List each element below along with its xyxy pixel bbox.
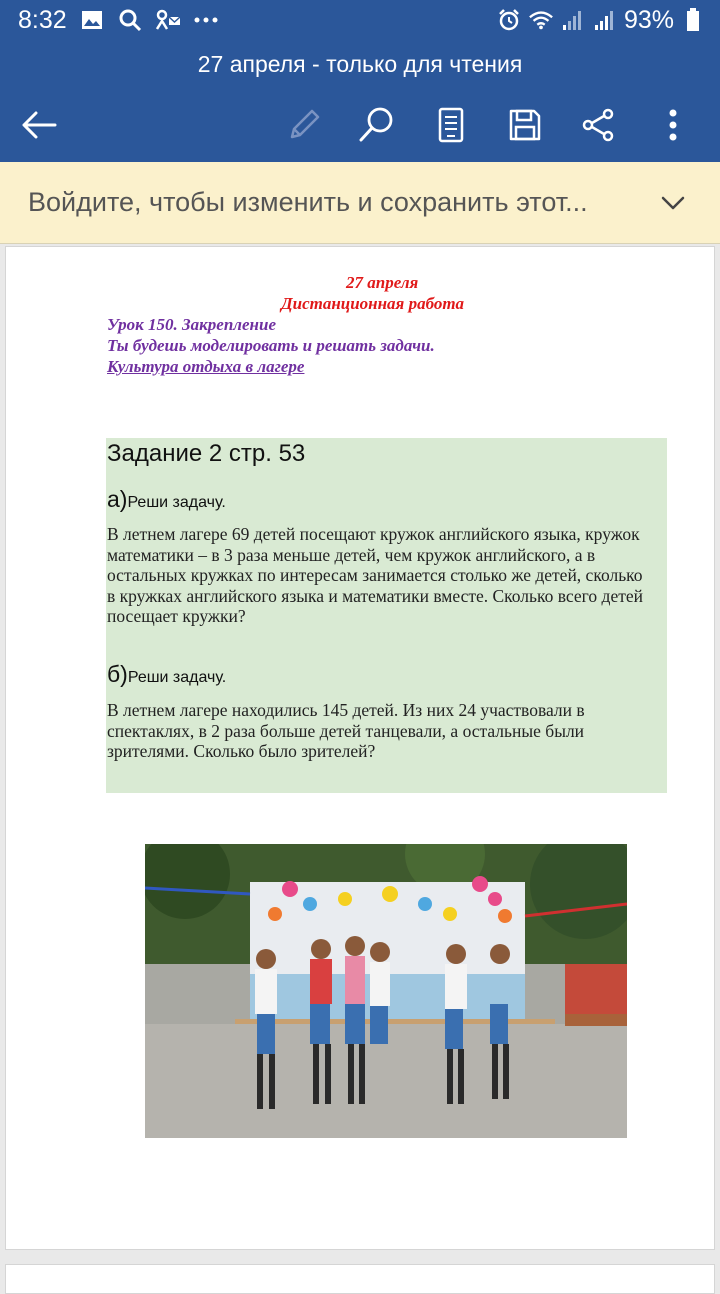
status-bar bbox=[0, 0, 720, 40]
document-title-bar bbox=[0, 40, 720, 88]
document-page bbox=[5, 246, 715, 1250]
share-icon bbox=[581, 108, 615, 142]
part-b-letter: б) bbox=[107, 661, 128, 687]
search-icon bbox=[358, 106, 396, 144]
wifi-icon bbox=[528, 7, 554, 33]
signal-icon bbox=[560, 7, 586, 33]
messenger-icon bbox=[155, 7, 181, 33]
save-button[interactable] bbox=[500, 100, 550, 150]
task-title: Задание 2 стр. 53 bbox=[107, 440, 306, 467]
document-title: 27 апреля - только для чтения bbox=[197, 50, 523, 77]
work-type-heading: Дистанционная работа bbox=[281, 294, 465, 313]
save-icon bbox=[508, 108, 542, 142]
part-a-letter: а) bbox=[107, 486, 128, 512]
more-vert-icon bbox=[668, 108, 678, 142]
pencil-icon bbox=[286, 107, 322, 143]
edit-button[interactable] bbox=[279, 100, 329, 150]
search-button[interactable] bbox=[352, 100, 402, 150]
goal-heading: Ты будешь моделировать и решать задачи. bbox=[107, 336, 435, 355]
date-heading: 27 апреля bbox=[346, 273, 419, 292]
back-button[interactable] bbox=[14, 100, 64, 150]
part-a-instruction: Реши задачу. bbox=[127, 494, 226, 511]
topic-heading: Культура отдыха в лагере bbox=[107, 357, 305, 376]
signal-icon bbox=[592, 7, 618, 33]
part-b-problem-text: В летнем лагере находились 145 детей. Из них 24 участвовали в спектаклях, в 2 раза больше детей танцевали, а остальные были зрителями. Сколько было зрителей? bbox=[107, 700, 585, 761]
read-mode-button[interactable] bbox=[426, 100, 476, 150]
part-b-label bbox=[107, 661, 226, 688]
status-time: 8:32 bbox=[18, 5, 67, 34]
share-button[interactable] bbox=[573, 100, 623, 150]
camp-dance-photo bbox=[145, 844, 627, 1138]
battery-percent: 93% bbox=[623, 5, 674, 34]
chevron-down-icon[interactable] bbox=[658, 188, 688, 218]
more-dots-icon bbox=[193, 7, 219, 33]
part-a-problem-text: В летнем лагере 69 детей посещают кружок английского языка, кружок математики – в 3 раза меньше детей, чем кружок английского, а в остальных кружках по интересам занимается столько же детей, сколько в кружках английского языка и математики вместе. Сколько всего детей посещает кружки? bbox=[107, 524, 643, 626]
battery-icon bbox=[680, 7, 706, 33]
read-mode-icon bbox=[437, 107, 465, 143]
alarm-icon bbox=[496, 7, 522, 33]
lesson-heading: Урок 150. Закрепление bbox=[107, 315, 276, 334]
more-options-button[interactable] bbox=[648, 100, 698, 150]
part-b-instruction: Реши задачу. bbox=[127, 669, 227, 686]
back-arrow-icon bbox=[21, 110, 57, 140]
banner-text: Войдите, чтобы изменить и сохранить этот... bbox=[28, 187, 588, 217]
sign-in-banner[interactable] bbox=[0, 162, 720, 244]
search-icon bbox=[117, 7, 143, 33]
next-document-page bbox=[5, 1264, 715, 1294]
app-toolbar bbox=[0, 88, 720, 162]
image-icon bbox=[79, 7, 105, 33]
part-a-label bbox=[107, 486, 226, 513]
